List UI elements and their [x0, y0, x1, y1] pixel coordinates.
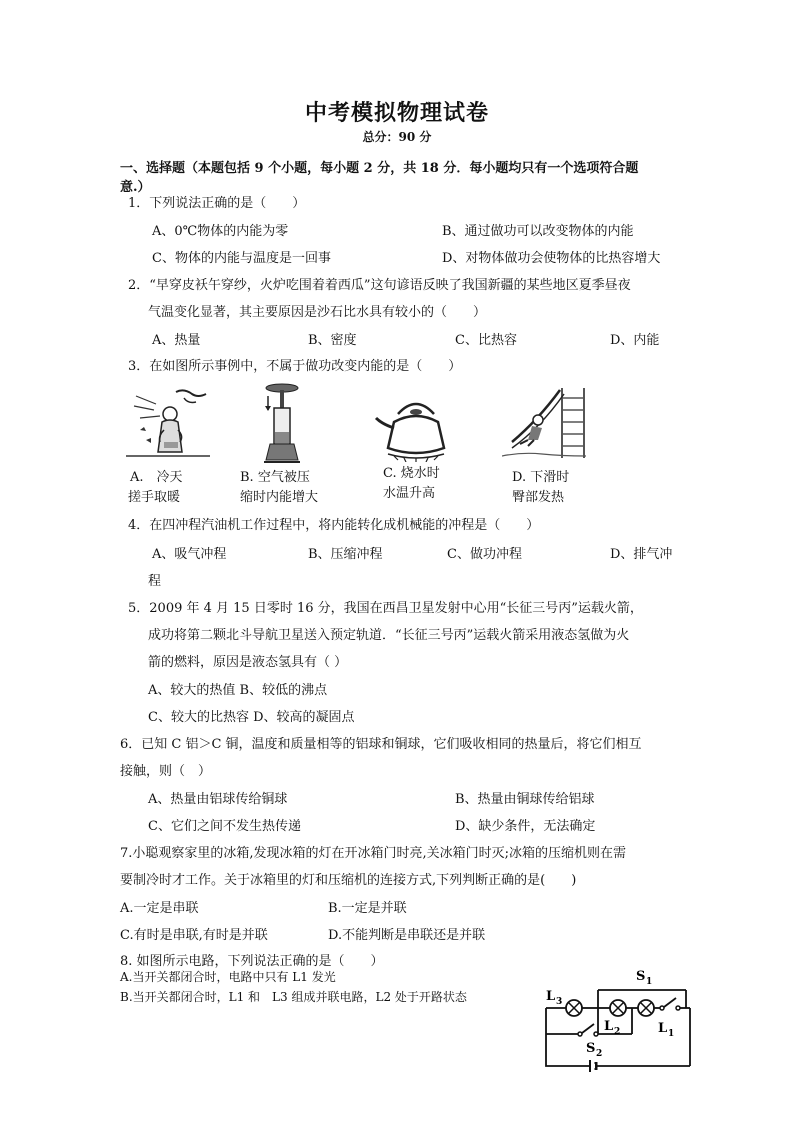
q6-option-a: A、热量由铝球传给铜球 [148, 792, 288, 807]
q3-option-c-line1: C. 烧水时 [383, 466, 440, 481]
q5-options-ab: A、较大的热值 B、较低的沸点 [148, 683, 328, 698]
q2-stem-cont: 气温变化显著，其主要原因是沙石比水具有较小的（ ） [148, 305, 487, 320]
label-s1: S [636, 969, 646, 984]
q5-stem-line3: 箭的燃料，原因是液态氢具有（ ） [148, 655, 348, 670]
q3-option-c-line2: 水温升高 [383, 486, 436, 501]
q6-option-d: D、缺少条件，无法确定 [455, 819, 596, 834]
q2-stem: 2．“早穿皮袄午穿纱，火炉吃围着着西瓜”这句谚语反映了我国新疆的某些地区夏季昼夜 [128, 278, 631, 293]
q7-option-a: A.一定是串联 [120, 901, 199, 916]
q7-stem: 7.小聪观察家里的冰箱,发现冰箱的灯在开冰箱门时亮,关冰箱门时灭;冰箱的压缩机则在需 [120, 846, 627, 861]
lamp-l3 [566, 1000, 582, 1016]
q3-option-d-line2: 臀部发热 [512, 490, 565, 505]
q4-option-b: B、压缩冲程 [308, 547, 383, 562]
page-title: 中考模拟物理试卷 [304, 101, 489, 126]
q4-option-a: A、吸气冲程 [152, 547, 227, 562]
q5-stem-line2: 成功将第二颗北斗导航卫星送入预定轨道．“长征三号丙”运载火箭采用液态氢做为火 [148, 628, 630, 643]
label-s2: S [586, 1041, 596, 1056]
q1-option-b: B、通过做功可以改变物体的内能 [442, 224, 634, 239]
switch-s2 [578, 1024, 598, 1036]
section-heading: 一、选择题（本题包括 9 个小题，每小题 2 分，共 18 分．每小题均只有一个选项符合题 [120, 161, 639, 176]
q1-option-d: D、对物体做功会使物体的比热容增大 [442, 251, 661, 266]
label-l3-sub: 3 [556, 997, 563, 1007]
kettle-picture [374, 392, 458, 462]
q2-option-d: D、内能 [610, 333, 660, 348]
q7-option-c: C.有时是串联,有时是并联 [120, 928, 268, 943]
q7-stem-cont: 要制冷时才工作。关于冰箱里的灯和压缩机的连接方式,下列判断正确的是( ) [120, 873, 577, 888]
q4-option-d: D、排气冲 [610, 547, 673, 562]
total-score: 总分：90 分 [362, 130, 432, 144]
switch-s1 [660, 998, 680, 1010]
label-l2-sub: 2 [614, 1027, 621, 1037]
label-l3: L [546, 989, 556, 1004]
cold-hands-picture [126, 386, 210, 462]
q2-option-a: A、热量 [152, 333, 201, 348]
air-compressor-picture [250, 382, 310, 466]
q2-option-c: C、比热容 [455, 333, 517, 348]
q8-option-a: A.当开关都闭合时，电路中只有 L1 发光 [120, 970, 336, 984]
q3-option-d-line1: D. 下滑时 [512, 470, 570, 485]
q1-stem: 1．下列说法正确的是（ ） [128, 196, 306, 211]
q1-option-a: A、0℃物体的内能为零 [152, 224, 289, 239]
q3-option-a-line2: 搓手取暖 [128, 490, 181, 505]
label-s1-sub: 1 [646, 977, 653, 987]
lamp-l1 [638, 1000, 654, 1016]
q3-option-a-line1: A. 冷天 [130, 470, 183, 485]
label-l1: L [658, 1021, 668, 1036]
q6-stem: 6．已知 C 铝＞C 铜，温度和质量相等的铝球和铜球，它们吸收相同的热量后，将它们相互 [120, 737, 642, 752]
q4-option-c: C、做功冲程 [447, 547, 522, 562]
q4-option-d-cont: 程 [148, 574, 162, 589]
q3-option-b-line2: 缩时内能增大 [240, 490, 319, 505]
q6-option-c: C、它们之间不发生热传递 [148, 819, 301, 834]
label-l1-sub: 1 [668, 1029, 675, 1039]
circuit-diagram [538, 960, 698, 1080]
q1-option-c: C、物体的内能与温度是一回事 [152, 251, 331, 266]
lamp-l2 [610, 1000, 626, 1016]
q7-option-d: D.不能判断是串联还是并联 [328, 928, 486, 943]
q8-stem: 8. 如图所示电路，下列说法正确的是（ ） [120, 954, 384, 969]
q6-stem-cont: 接触，则（ ） [120, 764, 212, 779]
q3-stem: 3．在如图所示事例中，不属于做功改变内能的是（ ） [128, 359, 462, 374]
slide-picture [502, 384, 594, 462]
q5-stem: 5．2009 年 4 月 15 日零时 16 分，我国在西昌卫星发射中心用“长征三号丙”运载火箭， [128, 601, 643, 616]
q6-option-b: B、热量由铜球传给铝球 [455, 792, 595, 807]
q2-option-b: B、密度 [308, 333, 357, 348]
q8-option-b: B.当开关都闭合时，L1 和 L3 组成并联电路，L2 处于开路状态 [120, 990, 467, 1004]
label-s2-sub: 2 [596, 1049, 603, 1059]
section-heading-cont: 意.） [120, 180, 151, 195]
label-l2: L [604, 1019, 614, 1034]
q4-stem: 4．在四冲程汽油机工作过程中，将内能转化成机械能的冲程是（ ） [128, 518, 540, 533]
q7-option-b: B.一定是并联 [328, 901, 407, 916]
q3-option-b-line1: B. 空气被压 [240, 470, 310, 485]
q5-options-cd: C、较大的比热容 D、较高的凝固点 [148, 710, 355, 725]
